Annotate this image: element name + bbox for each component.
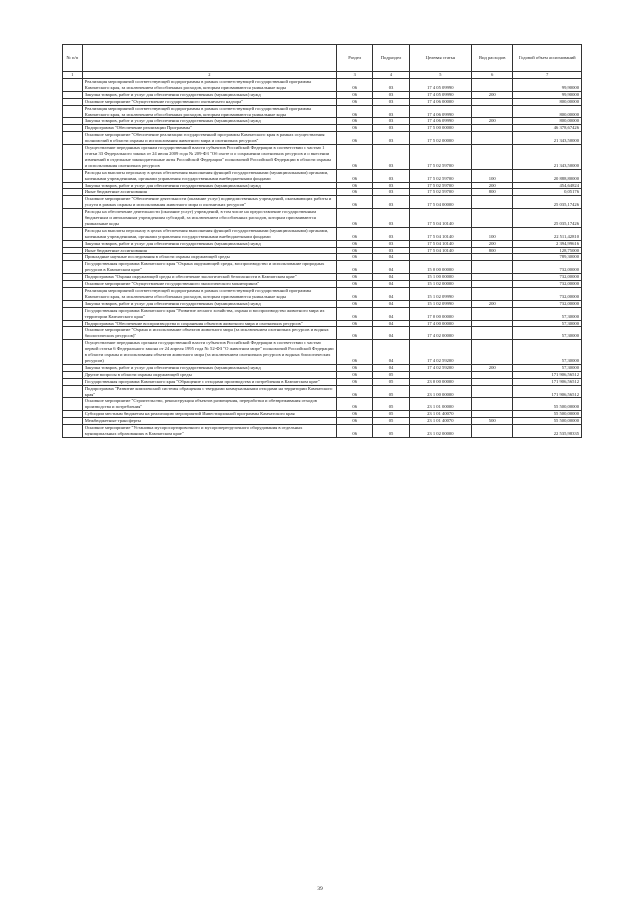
cell-name: Осуществление переданных органам государственной власти субъектов Российской Федерации в соответствии с частью 1 статьи 33 Федерального закона от 24 июля 2009 года № 209-ФЗ "Об охоте и о сохранении охотничьих ресурсов и о внесении изменений в отдельные законодательные акты Российской Федерации" полномочий Российской Федерации в области охраны и использования охотничьих ресурсов (82, 145, 336, 170)
col-number: 6 (471, 72, 513, 79)
cell-num (63, 240, 83, 247)
cell-cs: 17 4 06 09990 (409, 105, 471, 118)
cell-num (63, 300, 83, 307)
cell-num (63, 182, 83, 189)
cell-podrazdel: 04 (373, 300, 409, 307)
cell-podrazdel: 03 (373, 132, 409, 145)
cell-name: Государственная программа Камчатского края "Обращение с отходами производства и потребления в Камчатском крае" (82, 378, 336, 385)
cell-vr: 800 (471, 189, 513, 196)
cell-vr: 200 (471, 182, 513, 189)
table-row (63, 169, 582, 182)
cell-vr: 800 (471, 247, 513, 254)
page-number: 39 (317, 886, 323, 892)
table-row (63, 300, 582, 307)
cell-name: Иные бюджетные ассигнования (82, 189, 336, 196)
cell-podrazdel: 03 (373, 196, 409, 209)
table-row (63, 281, 582, 288)
header-vid: Вид расходов (471, 45, 513, 72)
cell-sum: 789,30000 (513, 254, 582, 261)
cell-cs: 23 1 01 00000 (409, 398, 471, 411)
cell-vr: 200 (471, 240, 513, 247)
cell-podrazdel: 03 (373, 98, 409, 105)
cell-podrazdel: 05 (373, 398, 409, 411)
cell-name: Подпрограмма "Охрана окружающей среды и обеспечение экологической безопасности в Камчатском крае" (82, 274, 336, 281)
cell-cs: 17 5 02 59700 (409, 169, 471, 182)
cell-podrazdel: 05 (373, 411, 409, 418)
cell-name: Основное мероприятие "Обеспечение реализации государственной программы Камчатского края в рамках осуществления полномочий в области охраны и использования животного мира и охотничьих ресурсов" (82, 132, 336, 145)
cell-razdel: 06 (337, 261, 373, 274)
cell-num (63, 261, 83, 274)
cell-name: Прикладные научные исследования в области охраны окружающей среды (82, 254, 336, 261)
cell-sum: 99,90000 (513, 79, 582, 92)
cell-cs: 23 1 01 40070 (409, 411, 471, 418)
cell-num (63, 274, 83, 281)
cell-sum: 21 343,50000 (513, 132, 582, 145)
cell-razdel: 06 (337, 364, 373, 371)
cell-podrazdel: 04 (373, 320, 409, 327)
cell-vr (471, 371, 513, 378)
cell-podrazdel: 03 (373, 240, 409, 247)
cell-cs: 15 0 00 00000 (409, 261, 471, 274)
table-row (63, 371, 582, 378)
cell-vr (471, 132, 513, 145)
cell-num (63, 125, 83, 132)
cell-razdel: 06 (337, 132, 373, 145)
table-row (63, 307, 582, 320)
cell-razdel: 06 (337, 118, 373, 125)
col-number: 5 (409, 72, 471, 79)
cell-num (63, 247, 83, 254)
cell-num (63, 418, 83, 425)
cell-cs: 17 5 02 59700 (409, 189, 471, 196)
cell-cs: 15 1 02 09990 (409, 300, 471, 307)
cell-podrazdel: 03 (373, 169, 409, 182)
cell-vr (471, 411, 513, 418)
cell-podrazdel: 03 (373, 79, 409, 92)
cell-name: Основное мероприятие "Осуществление государственного охотничьего надзора" (82, 98, 336, 105)
cell-name: Закупка товаров, работ и услуг для обеспечения государственных (муниципальных) нужд (82, 300, 336, 307)
cell-razdel: 06 (337, 307, 373, 320)
table-row (63, 240, 582, 247)
cell-name: Другие вопросы в области охраны окружающей среды (82, 371, 336, 378)
cell-razdel: 06 (337, 247, 373, 254)
col-number: 7 (513, 72, 582, 79)
table-row (63, 398, 582, 411)
cell-podrazdel: 03 (373, 189, 409, 196)
col-number: 1 (63, 72, 83, 79)
cell-podrazdel: 04 (373, 274, 409, 281)
cell-podrazdel: 04 (373, 340, 409, 365)
cell-podrazdel: 03 (373, 182, 409, 189)
table-row (63, 411, 582, 418)
cell-name: Основное мероприятие "Осуществление государственного экологического мониторинга" (82, 281, 336, 288)
cell-name: Государственная программа Камчатского края "Развитие лесного хозяйства, охрана и воспроизводство животного мира их территории Камчатского края" (82, 307, 336, 320)
cell-sum: 0,05176 (513, 189, 582, 196)
cell-name: Реализация мероприятий соответствующей подпрограммы в рамках соответствующей государственной программы Камчатского края, за исключением обособленных расходов, которым присваиваются уникальные коды (82, 105, 336, 118)
cell-sum: 55 500,00000 (513, 398, 582, 411)
cell-razdel: 06 (337, 411, 373, 418)
cell-vr (471, 378, 513, 385)
col-number: 3 (337, 72, 373, 79)
cell-cs: 17 4 00 00000 (409, 320, 471, 327)
cell-razdel: 06 (337, 196, 373, 209)
cell-podrazdel: 03 (373, 227, 409, 240)
cell-sum: 454,64824 (513, 182, 582, 189)
column-number-row (63, 72, 582, 79)
cell-podrazdel: 03 (373, 105, 409, 118)
cell-num (63, 411, 83, 418)
cell-cs: 23 1 00 00000 (409, 385, 471, 398)
cell-name: Подпрограмма "Обеспечение реализации Программы" (82, 125, 336, 132)
cell-podrazdel: 04 (373, 288, 409, 301)
cell-vr (471, 261, 513, 274)
cell-sum: 800,00000 (513, 98, 582, 105)
cell-vr (471, 320, 513, 327)
cell-num (63, 118, 83, 125)
cell-num (63, 385, 83, 398)
table-row (63, 340, 582, 365)
table-row (63, 425, 582, 438)
table-row (63, 254, 582, 261)
cell-podrazdel: 05 (373, 425, 409, 438)
cell-sum: 57,30000 (513, 307, 582, 320)
cell-name: Основное мероприятие "Установка мусоросортировочного и мусороперегрузочного оборудования в отдельных муниципальных образованиях в Камчатском крае" (82, 425, 336, 438)
table-row (63, 105, 582, 118)
cell-name: Расходы на выплаты персоналу в целях обеспечения выполнения функций государственными (муниципальными) органами, казенными учреждениями, органами управления государственными внебюджетными фондами (82, 227, 336, 240)
cell-name: Государственная программа Камчатского края "Охрана окружающей среды, воспроизводство и использование природных ресурсов в Камчатском крае" (82, 261, 336, 274)
table-row (63, 125, 582, 132)
cell-name: Подпрограмма "Обеспечение воспроизводства и сохранения объектов животного мира и охотничьих ресурсов" (82, 320, 336, 327)
table-row (63, 327, 582, 340)
table-row (63, 227, 582, 240)
cell-cs: 15 1 02 00000 (409, 281, 471, 288)
cell-sum: 22 511,42810 (513, 227, 582, 240)
cell-name: Межбюджетные трансферты (82, 418, 336, 425)
cell-vr: 200 (471, 91, 513, 98)
cell-sum: 732,00000 (513, 300, 582, 307)
table-row (63, 364, 582, 371)
table-row (63, 378, 582, 385)
cell-sum: 732,00000 (513, 281, 582, 288)
cell-num (63, 79, 83, 92)
cell-vr (471, 79, 513, 92)
header-celevaya: Целевая статья (409, 45, 471, 72)
cell-vr (471, 209, 513, 228)
cell-vr: 200 (471, 300, 513, 307)
cell-num (63, 288, 83, 301)
cell-num (63, 254, 83, 261)
cell-num (63, 98, 83, 105)
cell-razdel: 06 (337, 385, 373, 398)
cell-num (63, 91, 83, 98)
cell-vr (471, 398, 513, 411)
cell-razdel: 06 (337, 145, 373, 170)
cell-vr (471, 196, 513, 209)
cell-sum: 800,00000 (513, 105, 582, 118)
cell-num (63, 327, 83, 340)
cell-sum: 25 035,17426 (513, 209, 582, 228)
cell-podrazdel: 04 (373, 364, 409, 371)
cell-num (63, 189, 83, 196)
cell-name: Закупка товаров, работ и услуг для обеспечения государственных (муниципальных) нужд (82, 182, 336, 189)
cell-sum: 55 500,00000 (513, 411, 582, 418)
cell-razdel: 06 (337, 418, 373, 425)
cell-podrazdel: 05 (373, 385, 409, 398)
cell-podrazdel: 05 (373, 418, 409, 425)
cell-vr (471, 105, 513, 118)
cell-name: Расходы на выплаты персоналу в целях обеспечения выполнения функций государственными (муниципальными) органами, казенными учреждениями, органами управления государственными внебюджетными фондами (82, 169, 336, 182)
table-row (63, 118, 582, 125)
cell-razdel: 06 (337, 327, 373, 340)
table-row (63, 274, 582, 281)
cell-razdel: 06 (337, 371, 373, 378)
cell-num (63, 281, 83, 288)
cell-num (63, 105, 83, 118)
cell-num (63, 378, 83, 385)
cell-sum: 732,00000 (513, 288, 582, 301)
cell-name: Иные бюджетные ассигнования (82, 247, 336, 254)
cell-vr (471, 385, 513, 398)
cell-podrazdel: 03 (373, 209, 409, 228)
cell-num (63, 340, 83, 365)
cell-name: Закупка товаров, работ и услуг для обеспечения государственных (муниципальных) нужд (82, 91, 336, 98)
cell-sum: 171 906,56512 (513, 378, 582, 385)
cell-cs: 17 5 04 00000 (409, 196, 471, 209)
cell-sum: 732,00000 (513, 261, 582, 274)
cell-podrazdel: 04 (373, 327, 409, 340)
cell-cs: 17 5 04 10140 (409, 240, 471, 247)
cell-num (63, 425, 83, 438)
cell-razdel: 06 (337, 254, 373, 261)
cell-razdel: 06 (337, 79, 373, 92)
table-row (63, 98, 582, 105)
header-num: № п/п (63, 45, 83, 72)
cell-num (63, 209, 83, 228)
cell-sum: 55 500,00000 (513, 418, 582, 425)
table-row (63, 209, 582, 228)
cell-sum: 21 343,50000 (513, 145, 582, 170)
cell-sum: 20 888,80000 (513, 169, 582, 182)
cell-sum: 800,00000 (513, 118, 582, 125)
cell-razdel: 06 (337, 378, 373, 385)
cell-sum: 128,75000 (513, 247, 582, 254)
table-row (63, 132, 582, 145)
cell-sum: 57,30000 (513, 364, 582, 371)
table-row (63, 320, 582, 327)
cell-sum: 171 906,56512 (513, 371, 582, 378)
cell-razdel: 06 (337, 274, 373, 281)
cell-podrazdel: 04 (373, 281, 409, 288)
cell-razdel: 06 (337, 98, 373, 105)
table-row (63, 145, 582, 170)
cell-cs: 17 5 04 10140 (409, 227, 471, 240)
cell-vr: 100 (471, 169, 513, 182)
cell-name: Расходы на обеспечение деятельности (оказание услуг) учреждений, в том числе на предоставление государственным бюджетным и автономным учреждениям субсидий, за исключением обособленных расходов, которым присваиваются уникальные коды (82, 209, 336, 228)
table-row (63, 385, 582, 398)
cell-vr (471, 145, 513, 170)
cell-razdel: 06 (337, 189, 373, 196)
cell-cs (409, 371, 471, 378)
cell-num (63, 169, 83, 182)
cell-razdel: 06 (337, 182, 373, 189)
cell-razdel: 06 (337, 281, 373, 288)
cell-num (63, 227, 83, 240)
cell-name: Закупка товаров, работ и услуг для обеспечения государственных (муниципальных) нужд (82, 240, 336, 247)
col-number: 4 (373, 72, 409, 79)
cell-vr (471, 254, 513, 261)
cell-podrazdel: 05 (373, 378, 409, 385)
header-godovoy: Годовой объем ассигнований (513, 45, 582, 72)
cell-razdel: 06 (337, 227, 373, 240)
cell-cs: 17 0 00 00000 (409, 307, 471, 320)
cell-vr (471, 327, 513, 340)
cell-num (63, 145, 83, 170)
cell-razdel: 06 (337, 340, 373, 365)
cell-name: Закупка товаров, работ и услуг для обеспечения государственных (муниципальных) нужд (82, 118, 336, 125)
cell-razdel: 06 (337, 105, 373, 118)
cell-name: Осуществление переданных органам государственной власти субъектов Российской Федерации в соответствии с частью первой статьи 6 Федерального закона от 24 апреля 1995 года № 52-ФЗ "О животном мире" полномочий Российской Федерации в области охраны и использования объектов животного мира (за исключением охотничьих ресурсов и водных биологических ресурсов) (82, 340, 336, 365)
table-row (63, 288, 582, 301)
table-row (63, 261, 582, 274)
cell-sum: 99,90000 (513, 91, 582, 98)
cell-num (63, 398, 83, 411)
cell-podrazdel: 03 (373, 145, 409, 170)
cell-sum: 732,00000 (513, 274, 582, 281)
cell-num (63, 371, 83, 378)
header-razdel: Раздел (337, 45, 373, 72)
table-row (63, 182, 582, 189)
cell-podrazdel: 03 (373, 118, 409, 125)
cell-cs: 17 4 02 59200 (409, 340, 471, 365)
cell-sum: 57,30000 (513, 327, 582, 340)
header-podrazdel: Подраздел (373, 45, 409, 72)
cell-razdel: 06 (337, 288, 373, 301)
cell-podrazdel: 05 (373, 371, 409, 378)
cell-cs: 17 4 05 09990 (409, 79, 471, 92)
cell-cs: 23 1 02 00000 (409, 425, 471, 438)
cell-vr (471, 288, 513, 301)
cell-cs: 17 5 04 10140 (409, 247, 471, 254)
cell-podrazdel: 04 (373, 307, 409, 320)
cell-vr: 500 (471, 418, 513, 425)
cell-cs: 17 5 00 00000 (409, 125, 471, 132)
table-body (63, 79, 582, 438)
cell-name: Основное мероприятие "Строительство, реконструкция объектов размещения, переработки и обезвреживания отходов производства и потребления" (82, 398, 336, 411)
col-number: 2 (82, 72, 336, 79)
cell-cs: 23 0 00 00000 (409, 378, 471, 385)
cell-vr (471, 125, 513, 132)
cell-cs: 17 5 04 10140 (409, 209, 471, 228)
cell-vr: 200 (471, 364, 513, 371)
table-row (63, 418, 582, 425)
cell-vr (471, 307, 513, 320)
cell-name: Реализация мероприятий соответствующей подпрограммы в рамках соответствующей государственной программы Камчатского края, за исключением обособленных расходов, которым присваиваются уникальные коды (82, 288, 336, 301)
cell-cs: 17 5 02 59700 (409, 145, 471, 170)
cell-vr (471, 98, 513, 105)
cell-vr (471, 425, 513, 438)
cell-cs: 17 4 05 09990 (409, 91, 471, 98)
cell-cs: 17 4 02 00000 (409, 327, 471, 340)
cell-sum: 57,30000 (513, 340, 582, 365)
budget-allocation-table (62, 44, 582, 438)
cell-razdel: 06 (337, 169, 373, 182)
cell-sum: 25 035,17426 (513, 196, 582, 209)
cell-razdel: 06 (337, 425, 373, 438)
cell-razdel: 06 (337, 300, 373, 307)
cell-num (63, 132, 83, 145)
cell-num (63, 364, 83, 371)
cell-vr (471, 281, 513, 288)
cell-podrazdel: 03 (373, 91, 409, 98)
cell-razdel: 06 (337, 125, 373, 132)
cell-name: Реализация мероприятий соответствующей подпрограммы в рамках соответствующей государственной программы Камчатского края, за исключением обособленных расходов, которым присваиваются уникальные коды (82, 79, 336, 92)
cell-sum: 57,30000 (513, 320, 582, 327)
cell-sum: 46 378,67426 (513, 125, 582, 132)
cell-vr (471, 274, 513, 281)
cell-cs: 17 4 02 59200 (409, 364, 471, 371)
table-row (63, 91, 582, 98)
cell-cs: 17 4 06 00000 (409, 98, 471, 105)
cell-cs: 17 4 06 09990 (409, 118, 471, 125)
cell-num (63, 320, 83, 327)
cell-sum: 2 394,99616 (513, 240, 582, 247)
header-name (82, 45, 336, 72)
cell-name: Закупка товаров, работ и услуг для обеспечения государственных (муниципальных) нужд (82, 364, 336, 371)
cell-podrazdel: 04 (373, 261, 409, 274)
cell-razdel: 06 (337, 398, 373, 411)
cell-cs: 23 1 01 40070 (409, 418, 471, 425)
cell-num (63, 196, 83, 209)
cell-razdel: 06 (337, 240, 373, 247)
cell-podrazdel: 03 (373, 125, 409, 132)
cell-num (63, 307, 83, 320)
cell-cs: 17 5 02 00000 (409, 132, 471, 145)
table-header (63, 45, 582, 79)
table-row (63, 196, 582, 209)
cell-name: Субсидии местным бюджетам на реализацию мероприятий Инвестиционной программы Камчатского края (82, 411, 336, 418)
cell-sum: 171 906,56512 (513, 385, 582, 398)
cell-cs: 15 1 00 00000 (409, 274, 471, 281)
cell-name: Основное мероприятие "Обеспечение деятельности (оказание услуг) подведомственных учреждений, оказывающих работы и услуги в рамках охраны и использования животного мира и охотничьих ресурсов" (82, 196, 336, 209)
table-row (63, 189, 582, 196)
cell-vr: 100 (471, 227, 513, 240)
table-row (63, 247, 582, 254)
cell-podrazdel: 04 (373, 254, 409, 261)
cell-vr: 200 (471, 118, 513, 125)
cell-name: Основное мероприятие "Охрана и использование объектов животного мира (за исключением охотничьих ресурсов и водных биологических ресурсов)" (82, 327, 336, 340)
cell-cs: 17 5 02 59700 (409, 182, 471, 189)
cell-cs (409, 254, 471, 261)
cell-name: Подпрограмма "Развитие комплексной системы обращения с твердыми коммунальными отходами на территории Камчатского края" (82, 385, 336, 398)
table-row (63, 79, 582, 92)
cell-sum: 22 535,98335 (513, 425, 582, 438)
cell-podrazdel: 03 (373, 247, 409, 254)
cell-razdel: 06 (337, 320, 373, 327)
cell-vr (471, 340, 513, 365)
cell-razdel: 06 (337, 209, 373, 228)
cell-razdel: 06 (337, 91, 373, 98)
cell-cs: 15 1 02 09990 (409, 288, 471, 301)
